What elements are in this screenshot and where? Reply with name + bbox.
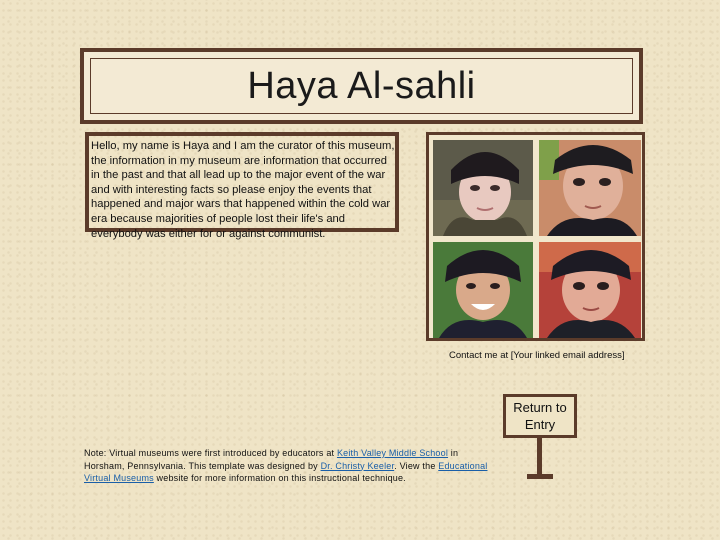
curator-photo-1 [433,140,533,236]
curator-bio-text: Hello, my name is Haya and I am the curator of this museum, the information in my museum are information that occurred in the past and that all lead up to the major event of the war and with interesting facts so please enjoy the events that happened and major wars that happened within the cold war era because majorities of people lost their life's and everybody was either for or against communist. [91,140,395,240]
return-button-label-line1: Return to [513,400,567,415]
curator-photo-4 [539,242,641,338]
signpost-base [527,474,553,479]
note-mid2: . View the [394,460,439,471]
christy-keeler-link[interactable]: Dr. Christy Keeler [320,460,395,471]
keith-valley-link[interactable]: Keith Valley Middle School [336,448,449,458]
note-prefix: Note: Virtual museums were first introduced by educators at [84,448,337,458]
title-frame [80,48,643,124]
page-title: Haya Al-sahli [247,64,476,107]
curator-photo-3 [433,242,533,338]
return-button-label-line2: Entry [524,417,556,432]
educational-virtual-museums-link[interactable]: Educational Virtual Museums [84,460,488,483]
note-mid1: in Horsham, Pennsylvania. This template was designed by [84,448,459,471]
photo-collage-frame [426,132,645,341]
note-suffix: website for more information on this instructional technique. [153,473,406,483]
title-inner-border [90,58,633,114]
signpost-post [537,438,542,476]
footer-note [84,447,494,485]
return-to-entry-button[interactable] [503,394,577,438]
contact-email-text: Contact me at [Your linked email address] [449,350,625,361]
curator-photo-2 [539,140,641,236]
